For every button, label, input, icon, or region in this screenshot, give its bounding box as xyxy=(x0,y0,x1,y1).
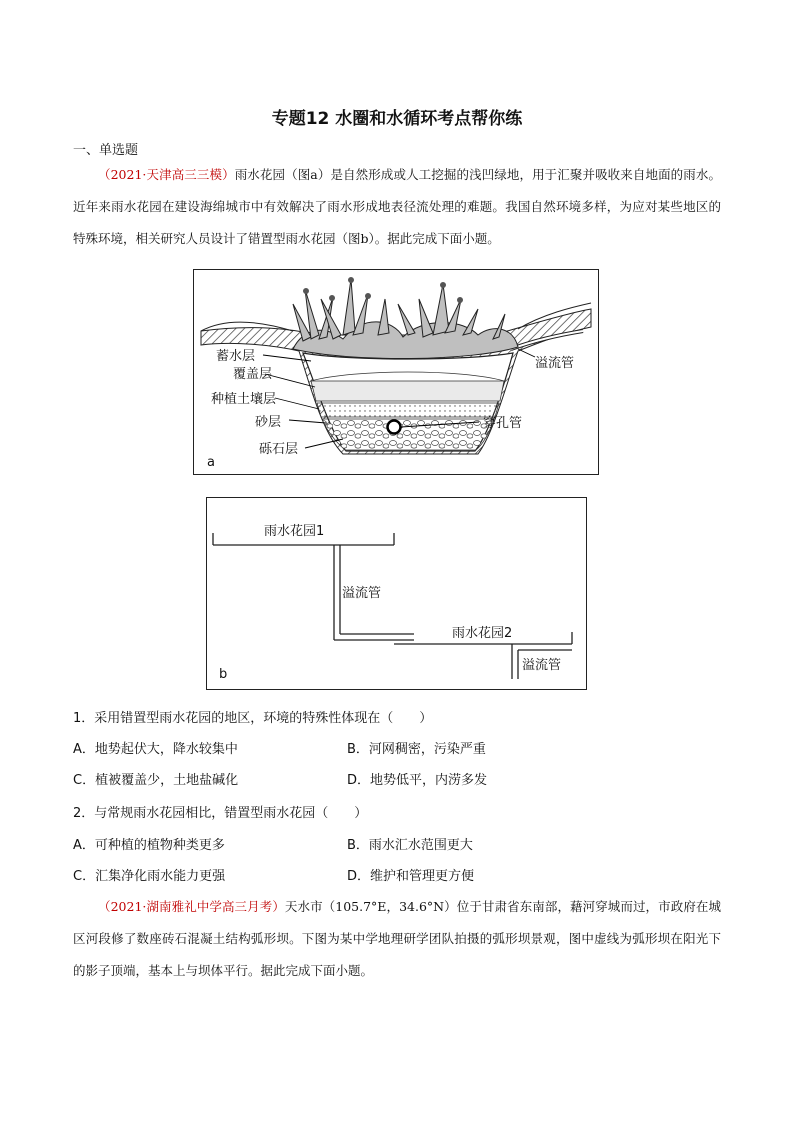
label-cover-layer: 覆盖层 xyxy=(233,367,273,382)
label-overflow-pipe: 溢流管 xyxy=(535,356,575,371)
q2-option-b[interactable]: B．雨水汇水范围更大 xyxy=(347,838,473,853)
label-perforated-pipe: 穿孔管 xyxy=(483,416,523,431)
figure-a-tag: a xyxy=(207,455,215,470)
q1-option-d[interactable]: D．地势低平，内涝多发 xyxy=(347,773,488,788)
q1-option-a[interactable]: A．地势起伏大，降水较集中 xyxy=(73,742,238,757)
intro-paragraph-2 xyxy=(73,891,721,987)
figure-b-staggered-gardens xyxy=(206,497,587,690)
figure-b-tag: b xyxy=(219,667,228,682)
label-storage-layer: 蓄水层 xyxy=(216,349,256,364)
figure-a-rain-garden-section xyxy=(193,269,599,475)
q1-option-b[interactable]: B．河网稠密，污染严重 xyxy=(347,742,486,757)
intro-text-2: 天水市（105.7°E，34.6°N）位于甘肃省东南部，藉河穿城而过，市政府在城区河段修了数座砖石混凝土结构弧形坝。下图为某中学地理研学团队拍摄的弧形坝景观，图中虚线为弧形坝在阳光下的影子顶端，基本上与坝体平行。据此完成下面小题。 xyxy=(73,899,721,978)
label-garden-2: 雨水花园2 xyxy=(452,626,513,641)
label-soil-layer: 种植土壤层 xyxy=(211,392,277,407)
page-title: 专题12 水圈和水循环考点帮你练 xyxy=(271,109,523,129)
intro-text: 雨水花园（图a）是自然形成或人工挖掘的浅凹绿地，用于汇聚并吸收来自地面的雨水。近年来雨水花园在建设海绵城市中有效解决了雨水形成地表径流处理的难题。我国自然环境多样，为应对某些地区的特殊环境，相关研究人员设计了错置型雨水花园（图b）。据此完成下面小题。 xyxy=(73,167,721,246)
section-heading: 一、单选题 xyxy=(73,143,139,158)
label-overflow-pipe-1: 溢流管 xyxy=(342,586,382,601)
label-overflow-pipe-2: 溢流管 xyxy=(522,658,562,673)
label-gravel-layer: 砾石层 xyxy=(259,442,299,457)
source-tag: （2021·天津高三三模） xyxy=(98,167,235,182)
source-tag-2: （2021·湖南雅礼中学高三月考） xyxy=(98,899,285,914)
q2-option-d[interactable]: D．维护和管理更方便 xyxy=(347,869,475,884)
question-1-stem: 1．采用错置型雨水花园的地区，环境的特殊性体现在（ ） xyxy=(73,711,433,726)
intro-paragraph-1 xyxy=(73,159,721,255)
label-sand-layer: 砂层 xyxy=(255,415,282,430)
q1-option-c[interactable]: C．植被覆盖少，土地盐碱化 xyxy=(73,773,239,788)
label-garden-1: 雨水花园1 xyxy=(264,524,325,539)
q2-option-a[interactable]: A．可种植的植物种类更多 xyxy=(73,838,225,853)
question-2-stem: 2．与常规雨水花园相比，错置型雨水花园（ ） xyxy=(73,806,368,821)
q2-option-c[interactable]: C．汇集净化雨水能力更强 xyxy=(73,869,226,884)
